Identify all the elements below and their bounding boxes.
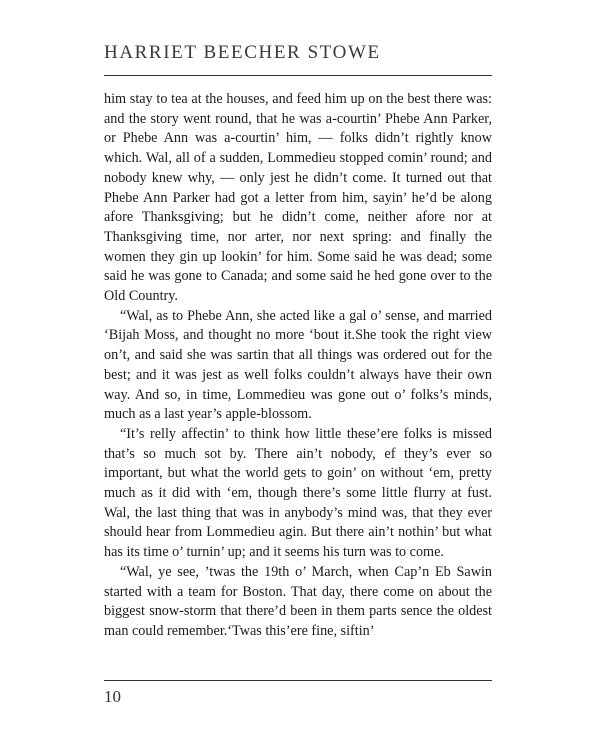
running-head: HARRIET BEECHER STOWE <box>104 42 381 63</box>
paragraph: “It’s relly affectin’ to think how little these’ere folks is missed that’s so much sot by. There ain’t nobody, ef they’s ever so important, but what the world gets to goin’ on without ‘em, pretty much as it did with ‘em, though there’s some little flurry at fust. Wal, the last thing that was in anybody’s mind was, that they ever should hear from Lommedieu agin. But there ain’t nothin’ but what has its time o’ turnin’ up; and it seems his turn was to come. <box>104 425 492 561</box>
paragraph: “Wal, as to Phebe Ann, she acted like a gal o’ sense, and married ‘Bijah Moss, and thought no more ‘bout it.She took the right view on’t, and said she was sartin that all things was ordered out for the best; and it was jest as well folks couldn’t always have their own way. And so, in time, Lommedieu was gone out o’ folks’s minds, much as a last year’s apple-blossom. <box>104 307 492 423</box>
footer-rule <box>104 680 492 681</box>
header-rule <box>104 75 492 76</box>
body-text <box>104 90 492 642</box>
paragraph: him stay to tea at the houses, and feed him up on the best there was: and the story went round, that he was a-courtin’ Phebe Ann Parker, or Phebe Ann was a-courtin’ him, — folks didn’t rightly know which. Wal, all of a sudden, Lommedieu stopped comin’ round; and nobody knew why, — only jest he didn’t come. It turned out that Phebe Ann Parker had got a letter from him, sayin’ he’d be along afore Thanksgiving; but he didn’t come, neither afore nor at Thanksgiving time, nor arter, nor next spring: and finally the women they gin up lookin’ for him. Some said he was dead; some said he was gone to Canada; and some said he hed gone over to the Old Country. <box>104 91 492 305</box>
page-number: 10 <box>104 687 121 706</box>
paragraph: “Wal, ye see, ’twas the 19th o’ March, when Cap’n Eb Sawin started with a team for Boston. That day, there come on about the biggest snow-storm that there’d been in them parts sence the oldest man could remember.‘Twas this’ere fine, siftin’ <box>104 563 492 639</box>
